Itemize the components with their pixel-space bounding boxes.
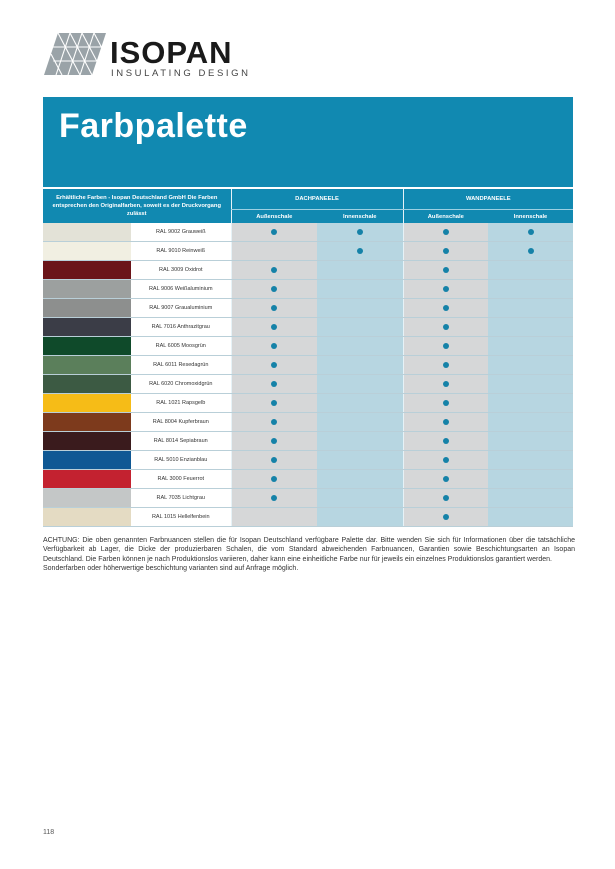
logo-mark-icon	[44, 33, 106, 75]
availability-cell-wand-aussenschale	[403, 356, 488, 375]
available-dot-icon	[443, 476, 449, 482]
availability-cell-dach-innenschale	[317, 489, 403, 508]
color-swatch	[43, 242, 131, 261]
available-dot-icon	[528, 229, 534, 235]
available-dot-icon	[443, 229, 449, 235]
availability-cell-wand-innenschale	[488, 337, 573, 356]
available-dot-icon	[443, 248, 449, 254]
availability-cell-dach-innenschale	[317, 223, 403, 242]
color-name: RAL 1021 Rapsgelb	[131, 394, 231, 413]
availability-cell-wand-innenschale	[488, 261, 573, 280]
available-dot-icon	[443, 324, 449, 330]
color-swatch	[43, 470, 131, 489]
table-row	[43, 280, 573, 299]
availability-cell-wand-aussenschale	[403, 413, 488, 432]
subheader-wand-innenschale: Innenschale	[488, 210, 573, 224]
color-name: RAL 3000 Feuerrot	[131, 470, 231, 489]
available-dot-icon	[271, 343, 277, 349]
availability-cell-dach-innenschale	[317, 470, 403, 489]
available-dot-icon	[443, 400, 449, 406]
availability-cell-dach-innenschale	[317, 318, 403, 337]
color-name: RAL 5010 Enzianblau	[131, 451, 231, 470]
color-column-header: Erhältliche Farben - Isopan Deutschland GmbH Die Farben entsprechen den Originalfarben, soweit es der Druckvorgang zulässt	[43, 189, 231, 223]
availability-cell-dach-innenschale	[317, 242, 403, 261]
availability-cell-dach-aussenschale	[231, 470, 317, 489]
available-dot-icon	[443, 419, 449, 425]
color-name: RAL 9006 Weißaluminium	[131, 280, 231, 299]
availability-cell-dach-aussenschale	[231, 223, 317, 242]
availability-cell-wand-aussenschale	[403, 432, 488, 451]
availability-cell-dach-innenschale	[317, 261, 403, 280]
color-swatch	[43, 299, 131, 318]
availability-cell-wand-aussenschale	[403, 337, 488, 356]
color-name: RAL 8014 Sepiabraun	[131, 432, 231, 451]
availability-cell-dach-aussenschale	[231, 318, 317, 337]
availability-cell-dach-innenschale	[317, 432, 403, 451]
color-name: RAL 9007 Graualuminium	[131, 299, 231, 318]
availability-cell-dach-innenschale	[317, 280, 403, 299]
availability-cell-wand-innenschale	[488, 508, 573, 527]
brand-tagline: INSULATING DESIGN	[111, 68, 251, 79]
disclaimer-note	[43, 536, 575, 573]
available-dot-icon	[271, 495, 277, 501]
availability-cell-wand-aussenschale	[403, 261, 488, 280]
available-dot-icon	[271, 438, 277, 444]
availability-cell-wand-innenschale	[488, 489, 573, 508]
color-palette-table	[43, 189, 573, 527]
availability-cell-dach-innenschale	[317, 375, 403, 394]
table-row	[43, 470, 573, 489]
availability-cell-wand-aussenschale	[403, 280, 488, 299]
availability-cell-dach-innenschale	[317, 508, 403, 527]
availability-cell-wand-aussenschale	[403, 318, 488, 337]
available-dot-icon	[271, 286, 277, 292]
available-dot-icon	[271, 419, 277, 425]
available-dot-icon	[443, 286, 449, 292]
availability-cell-wand-aussenschale	[403, 394, 488, 413]
availability-cell-wand-aussenschale	[403, 299, 488, 318]
disclaimer-paragraph: ACHTUNG: Die oben genannten Farbnuancen stellen die für Isopan Deutschland verfügbare Palette dar. Bitte wenden Sie sich für Informationen über die tatsächliche Verfügbarkeit ab Lager, die Dicke der produzierbaren Schalen, die vom Standard abweichenden Farbnuancen, Garantien sowie Beschichtungsarten an Isopan Deutschland. Die Farben können je nach Produktionslos variieren, daher kann eine einheitliche Farbe nur für jeweils ein einzelnes Produktionslos garantiert werden.	[43, 537, 575, 563]
color-swatch	[43, 375, 131, 394]
availability-cell-dach-aussenschale	[231, 356, 317, 375]
color-swatch	[43, 394, 131, 413]
table-row	[43, 261, 573, 280]
available-dot-icon	[443, 267, 449, 273]
available-dot-icon	[443, 381, 449, 387]
table-row	[43, 508, 573, 527]
table-row	[43, 375, 573, 394]
table-row	[43, 394, 573, 413]
availability-cell-dach-aussenschale	[231, 413, 317, 432]
color-name: RAL 6011 Resedagrün	[131, 356, 231, 375]
availability-cell-dach-aussenschale	[231, 451, 317, 470]
available-dot-icon	[443, 343, 449, 349]
available-dot-icon	[271, 400, 277, 406]
availability-cell-dach-aussenschale	[231, 508, 317, 527]
availability-cell-wand-aussenschale	[403, 451, 488, 470]
availability-cell-wand-aussenschale	[403, 375, 488, 394]
color-name: RAL 6005 Moosgrün	[131, 337, 231, 356]
availability-cell-dach-aussenschale	[231, 489, 317, 508]
availability-cell-dach-innenschale	[317, 394, 403, 413]
availability-cell-dach-aussenschale	[231, 261, 317, 280]
isopan-logo	[44, 33, 274, 83]
available-dot-icon	[271, 305, 277, 311]
color-name: RAL 3009 Oxidrot	[131, 261, 231, 280]
page-number: 118	[43, 829, 55, 836]
brand-name: ISOPAN	[110, 35, 233, 70]
available-dot-icon	[271, 267, 277, 273]
available-dot-icon	[357, 248, 363, 254]
color-swatch	[43, 337, 131, 356]
color-swatch	[43, 261, 131, 280]
color-swatch	[43, 280, 131, 299]
group-header-dachpaneele: DACHPANEELE	[231, 189, 403, 210]
table-row	[43, 413, 573, 432]
availability-cell-wand-aussenschale	[403, 508, 488, 527]
color-swatch	[43, 318, 131, 337]
available-dot-icon	[443, 495, 449, 501]
available-dot-icon	[443, 457, 449, 463]
table-row	[43, 299, 573, 318]
subheader-dach-innenschale: Innenschale	[317, 210, 403, 224]
color-name: RAL 9002 Grauweiß	[131, 223, 231, 242]
availability-cell-wand-innenschale	[488, 394, 573, 413]
color-swatch	[43, 432, 131, 451]
availability-cell-dach-aussenschale	[231, 375, 317, 394]
availability-cell-wand-aussenschale	[403, 223, 488, 242]
table-row	[43, 489, 573, 508]
availability-cell-wand-innenschale	[488, 280, 573, 299]
availability-cell-wand-innenschale	[488, 299, 573, 318]
color-name: RAL 7016 Anthrazitgrau	[131, 318, 231, 337]
available-dot-icon	[271, 324, 277, 330]
availability-cell-wand-aussenschale	[403, 242, 488, 261]
table-row	[43, 432, 573, 451]
table-row	[43, 242, 573, 261]
color-name: RAL 6020 Chromoxidgrün	[131, 375, 231, 394]
available-dot-icon	[357, 229, 363, 235]
available-dot-icon	[271, 362, 277, 368]
available-dot-icon	[271, 476, 277, 482]
available-dot-icon	[528, 248, 534, 254]
color-name: RAL 7035 Lichtgrau	[131, 489, 231, 508]
color-name: RAL 1015 Hellelfenbein	[131, 508, 231, 527]
availability-cell-dach-innenschale	[317, 299, 403, 318]
available-dot-icon	[443, 305, 449, 311]
availability-cell-dach-aussenschale	[231, 242, 317, 261]
color-swatch	[43, 356, 131, 375]
availability-cell-wand-innenschale	[488, 318, 573, 337]
availability-cell-wand-aussenschale	[403, 489, 488, 508]
group-header-wandpaneele: WANDPANEELE	[403, 189, 573, 210]
availability-cell-dach-aussenschale	[231, 432, 317, 451]
special-colors-note: Sonderfarben oder höherwertige beschichtung varianten sind auf Anfrage möglich.	[43, 564, 299, 572]
color-swatch	[43, 413, 131, 432]
table-row	[43, 318, 573, 337]
availability-cell-wand-innenschale	[488, 356, 573, 375]
subheader-wand-aussenschale: Außenschale	[403, 210, 488, 224]
table-row	[43, 337, 573, 356]
table-row	[43, 356, 573, 375]
color-swatch	[43, 223, 131, 242]
availability-cell-dach-aussenschale	[231, 394, 317, 413]
available-dot-icon	[271, 229, 277, 235]
color-swatch	[43, 489, 131, 508]
availability-cell-dach-aussenschale	[231, 337, 317, 356]
availability-cell-dach-innenschale	[317, 413, 403, 432]
table-row	[43, 451, 573, 470]
availability-cell-wand-innenschale	[488, 413, 573, 432]
availability-cell-dach-innenschale	[317, 337, 403, 356]
available-dot-icon	[443, 362, 449, 368]
subheader-dach-aussenschale: Außenschale	[231, 210, 317, 224]
availability-cell-wand-innenschale	[488, 470, 573, 489]
availability-cell-wand-innenschale	[488, 242, 573, 261]
availability-cell-wand-aussenschale	[403, 470, 488, 489]
availability-cell-wand-innenschale	[488, 451, 573, 470]
palette-rows	[43, 223, 573, 527]
color-swatch	[43, 451, 131, 470]
available-dot-icon	[443, 438, 449, 444]
availability-cell-dach-innenschale	[317, 356, 403, 375]
page-title: Farbpalette	[59, 107, 248, 145]
title-banner	[43, 97, 573, 187]
availability-cell-wand-innenschale	[488, 432, 573, 451]
available-dot-icon	[271, 457, 277, 463]
color-name: RAL 8004 Kupferbraun	[131, 413, 231, 432]
availability-cell-wand-innenschale	[488, 223, 573, 242]
availability-cell-dach-aussenschale	[231, 299, 317, 318]
available-dot-icon	[271, 381, 277, 387]
color-swatch	[43, 508, 131, 527]
availability-cell-wand-innenschale	[488, 375, 573, 394]
availability-cell-dach-aussenschale	[231, 280, 317, 299]
color-name: RAL 9010 Reinweiß	[131, 242, 231, 261]
available-dot-icon	[443, 514, 449, 520]
table-row	[43, 223, 573, 242]
availability-cell-dach-innenschale	[317, 451, 403, 470]
